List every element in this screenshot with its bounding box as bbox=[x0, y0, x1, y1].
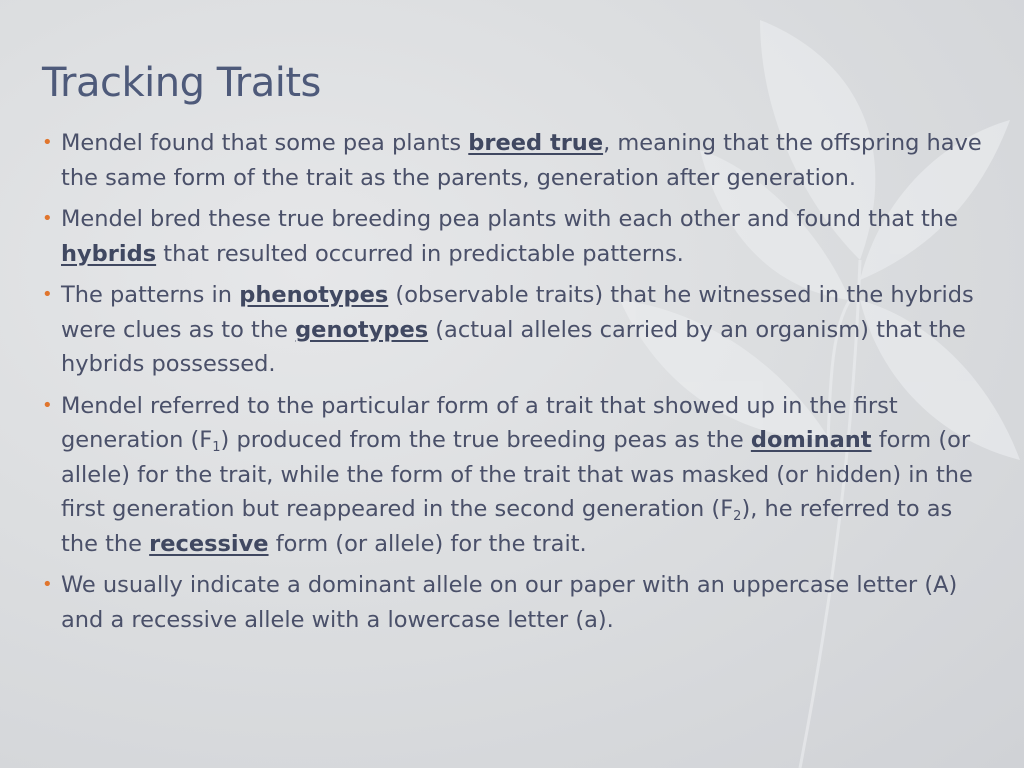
bullet-item bbox=[40, 278, 990, 382]
bullet-text: Mendel found that some pea plants bbox=[61, 130, 469, 156]
bullet-item bbox=[40, 389, 990, 562]
keyword-genotypes: genotypes bbox=[295, 316, 429, 343]
bullet-item bbox=[40, 202, 990, 271]
slide-title: Tracking Traits bbox=[42, 60, 321, 106]
bullet-item bbox=[40, 568, 990, 637]
subscript-f1: 1 bbox=[212, 440, 221, 455]
bullet-text: , meaning that the offspring have the same form of the trait as the parents, generation after generation. bbox=[61, 130, 982, 191]
keyword-hybrids: hybrids bbox=[61, 240, 157, 267]
keyword-dominant: dominant bbox=[750, 427, 872, 453]
bullet-marker-icon: • bbox=[42, 394, 53, 416]
bullet-marker-icon: • bbox=[42, 284, 53, 305]
bullet-text: Mendel referred to the particular form of a trait that showed up in the first generation (F bbox=[61, 392, 898, 453]
bullet-text: ) produced from the true breeding peas as the bbox=[220, 427, 751, 453]
bullet-marker-icon: • bbox=[42, 208, 53, 229]
subscript-f2: 2 bbox=[733, 509, 742, 524]
bullet-text: form (or allele) for the trait. bbox=[268, 530, 587, 557]
bullet-marker-icon: • bbox=[42, 574, 53, 595]
bullet-text: ), he referred to as the the bbox=[61, 496, 953, 557]
bullet-text: We usually indicate a dominant allele on our paper with an uppercase letter (A) and a recessive allele with a lowercase letter (a). bbox=[61, 572, 958, 633]
keyword-breed-true: breed true bbox=[468, 130, 604, 156]
bullet-text: Mendel bred these true breeding pea plants with each other and found that the bbox=[61, 206, 958, 232]
keyword-phenotypes: phenotypes bbox=[239, 282, 389, 308]
bullet-text: form (or allele) for the trait, while the form of the trait that was masked (or hidden) in the first generation but reappeared in the second generation (F bbox=[61, 427, 973, 522]
bullet-text: (actual alleles carried by an organism) that the hybrids possessed. bbox=[61, 316, 966, 377]
bullet-marker-icon: • bbox=[42, 132, 53, 153]
bullet-list bbox=[40, 126, 990, 644]
bullet-text: that resulted occurred in predictable patterns. bbox=[156, 240, 684, 267]
bullet-item bbox=[40, 126, 990, 195]
bullet-text: The patterns in bbox=[61, 282, 240, 308]
keyword-recessive: recessive bbox=[149, 530, 269, 557]
bullet-text: (observable traits) that he witnessed in the hybrids were clues as to the bbox=[61, 282, 974, 343]
